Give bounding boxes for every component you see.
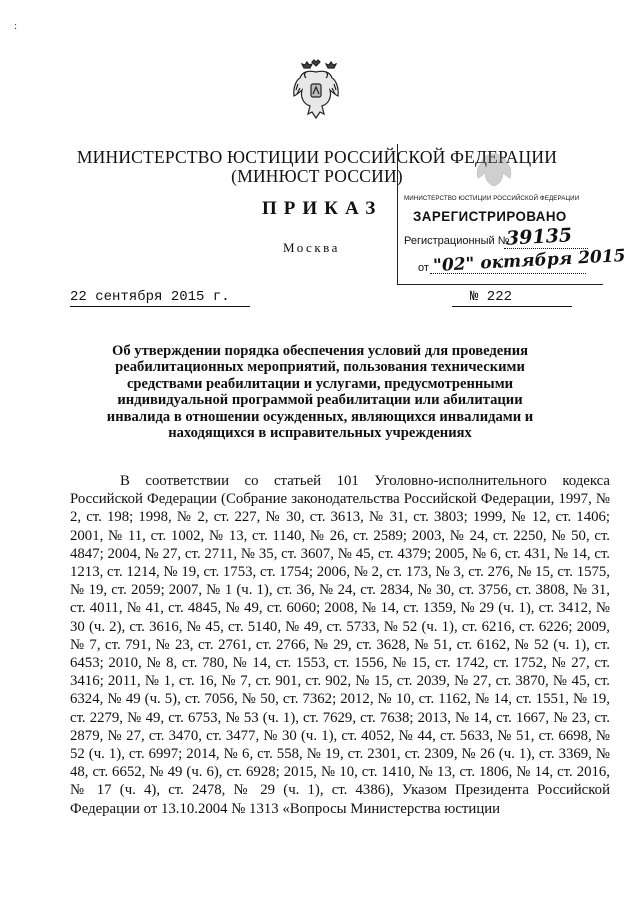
stamp-registered-label: ЗАРЕГИСТРИРОВАНО xyxy=(413,208,567,224)
order-number: № 222 xyxy=(470,289,513,305)
body-paragraph: В соответствии со статьей 101 Уголовно-исполнительного кодекса Российской Федерации (Собрание законодательства Российской Федерации, 1997, № 2, ст. 198; 1998, № 2, ст. 227, № 30, ст. 3613, № 31, ст. 3803; 1999, № 12, ст. 1406; 2001, № 11, ст. 1002, № 13, ст. 1140, № 26, ст. 2589; 2003, № 24, ст. 2250, № 50, ст. 4847; 2004, № 27, ст. 2711, № 35, ст. 3607, № 45, ст. 4379; 2005, № 6, ст. 431, № 14, ст. 1213, ст. 1214, № 19, ст. 1753, ст. 1754; 2006, № 2, ст. 173, № 3, ст. 276, № 15, ст. 1575, № 19, ст. 2059; 2007, № 1 (ч. 1), ст. 36, № 24, ст. 2834, № 30, ст. 3756, ст. 3808, № 31, ст. 4011, № 41, ст. 4845, № 49, ст. 6060; 2008, № 14, ст. 1359, № 29 (ч. 1), ст. 3412, № 30 (ч. 2), ст. 3616, № 45, ст. 5140, № 49, ст. 5733, № 52 (ч. 1), ст. 6216, ст. 6226; 2009, № 7, ст. 791, № 23, ст. 2761, ст. 2766, № 29, ст. 3628, № 51, ст. 6162, № 52 (ч. 1), ст. 6453; 2010, № 8, ст. 780, № 14, ст. 1553, ст. 1556, № 15, ст. 1742, ст. 1752, № 27, ст. 3416; 2011, № 1, ст. 16, № 7, ст. 901, ст. 902, № 15, ст. 2039, № 27, ст. 3870, № 45, ст. 6324, № 49 (ч. 5), ст. 7056, № 50, ст. 7362; 2012, № 10, ст. 1162, № 14, ст. 1551, № 19, ст. 2279, № 49, ст. 6753, № 53 (ч. 1), ст. 7629, ст. 7638; 2013, № 14, ст. 1667, № 23, ст. 2879, № 27, ст. 3470, ст. 3477, № 30 (ч. 1), ст. 4052, № 44, ст. 5633, № 51, ст. 6698, № 52 (ч. 1), ст. 6997; 2014, № 6, ст. 558, № 19, ст. 2301, ст. 2309, № 26 (ч. 1), ст. 3369, № 48, ст. 6652, № 49 (ч. 6), ст. 6928; 2015, № 10, ст. 1410, № 13, ст. 1806, № 14, ст. 2016, № 17 (ч. 4), ст. 2478, № 29 (ч. 1), ст. 4386), Указом Президента Российской Федерации от 13.10.2004 № 1313 «Вопросы Министерства юстиции xyxy=(70,473,610,817)
city: Москва xyxy=(283,240,340,255)
number-underline xyxy=(452,306,572,307)
ministry-line-1: МИНИСТЕРСТВО ЮСТИЦИИ РОССИЙСКОЙ ФЕДЕРАЦИИ xyxy=(76,147,558,167)
date-underline xyxy=(70,306,250,307)
order-date: 22 сентября 2015 г. xyxy=(70,289,230,305)
stamp-date-label: от xyxy=(418,262,429,274)
stamp-seal-icon xyxy=(470,148,518,192)
stamp-date-handwritten: "02" октября 2015 xyxy=(432,245,626,277)
order-subject: Об утверждении порядка обеспечения условий для проведения реабилитационных мероприятий, пользования техническими средствами реабилитации и услугами, предусмотренными индивидуальной программой реабилитации или абилитации инвалида в отношении осужденных, являющихся инвалидами и находящихся в исправительных учреждениях xyxy=(106,343,534,442)
coat-of-arms-emblem xyxy=(290,58,342,120)
stamp-date-dotline xyxy=(430,273,586,274)
stamp-ministry-name: МИНИСТЕРСТВО ЮСТИЦИИ РОССИЙСКОЙ ФЕДЕРАЦИИ xyxy=(404,195,580,202)
stamp-reg-number-handwritten: 39135 xyxy=(505,224,573,250)
document-type-title: ПРИКАЗ xyxy=(262,198,383,219)
stamp-reg-number-label: Регистрационный № xyxy=(404,235,510,247)
body-text xyxy=(70,472,610,818)
ministry-line-2: (МИНЮСТ РОССИИ) xyxy=(231,166,403,186)
scan-mark: : xyxy=(14,20,18,32)
